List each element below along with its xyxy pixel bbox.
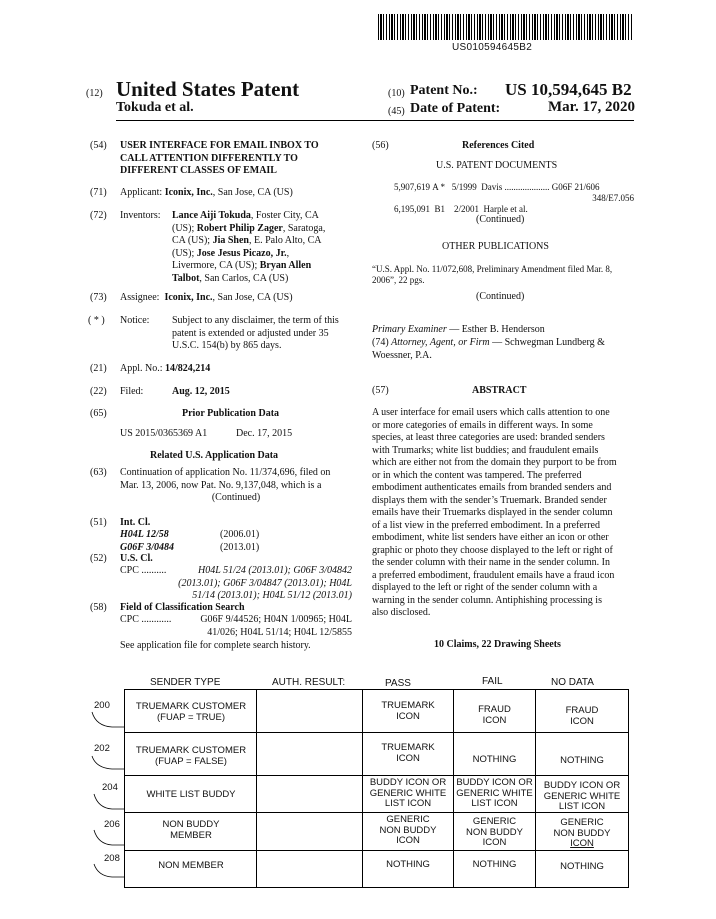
field-lines: G06F 9/44526; H04N 1/00965; H04L 41/026; H04L 51/14; H04L 12/5855 [200,614,352,638]
code-65: (65) [90,408,107,419]
other-pub: “U.S. Appl. No. 11/072,608, Preliminary Amendment filed Mar. 8, 2006”, 22 pgs. [372,264,613,285]
table-row: WHITE LIST BUDDY [146,789,236,800]
inventor-short: Tokuda et al. [116,100,194,115]
table-bottom-line [124,887,629,888]
claims-summary: 10 Claims, 22 Drawing Sheets [434,639,561,650]
appl-no: Appl. No.: 14/824,214 [120,363,211,374]
code-52: (52) [90,553,107,564]
us-cl-label: U.S. Cl. [120,553,153,564]
prior-pub-date: Dec. 17, 2015 [236,428,293,439]
table-col-divider [256,689,257,888]
patent-no-label: Patent No.: [410,83,478,98]
ref-numeral-202: 202 [94,743,110,754]
cell-fail: NOTHING [472,859,517,870]
cell-no-data: FRAUD ICON [565,705,599,727]
us-doc-row: 6,195,091 B1 2/2001 Harple et al. [394,204,528,214]
continuation: Continuation of application No. 11/374,696, filed on Mar. 13, 2006, now Pat. No. 9,137,048, which is a (Continued) [120,467,331,503]
barcode [378,14,632,40]
primary-examiner: Primary Examiner — Esther B. Henderson [372,324,545,335]
cell-no-data: GENERIC NON BUDDY ICON [553,817,611,849]
assignee: Assignee: Iconix, Inc., San Jose, CA (US) [120,292,293,303]
code-71: (71) [90,187,107,198]
abstract-text: A user interface for email users which calls attention to one or more categories of emails in different ways. In some species, at least three categories are used: branded senders with Trumarks; white list buddies; and fraudulent emails which are either not from the domain they purport to be from or in which the content was tampered. The preferred embodiment authenticates emails from branded senders and displays them with the sender’s Truemark. Branded sender emails have their Truemarks displayed in the sender column of a list view in the preferred embodiment. In a preferred embodiment, white list senders have either an icon or other graphic or photo they choose displayed to the left or right of the sender column with their name in the sender column. In a preferred embodiment, fraudulent emails have a fraud icon displayed to the left or right of the sender column with a warning in the sender column. Antiphishing processing is also disclosed. [372,407,617,618]
code-12: (12) [86,88,103,99]
cell-pass: TRUEMARK ICON [381,742,435,764]
invention-title: USER INTERFACE FOR EMAIL INBOX TO CALL ATTENTION DIFFERENTLY TO DIFFERENT CLASSES OF EMAIL [120,140,319,176]
attorney: (74) Attorney, Agent, or Firm — Schwegman Lundberg & Woessner, P.A. [372,337,605,361]
col-header-fail: FAIL [482,676,503,687]
us-doc-row: 5,907,619 A * 5/1999 Davis .................... G06F 21/606 348/E7.056 [394,182,634,203]
code-45: (45) [388,106,405,117]
header-rule [116,120,634,121]
ref-numeral-208: 208 [104,853,120,864]
patent-date: Mar. 17, 2020 [548,99,635,115]
cell-no-data: NOTHING [560,861,604,872]
filed-date: Aug. 12, 2015 [172,386,230,397]
code-notice: ( * ) [88,315,105,326]
inventors: Lance Aiji Tokuda, Foster City, CA (US); Robert Philip Zager, Saratoga, CA (US); Jia Shen, E. Palo Alto, CA (US); Jose Jesus Picazo, Jr., Livermore, CA (US); Bryan Allen Talbot, San Carlos, CA (US) [172,210,326,284]
table-row: TRUEMARK CUSTOMER (FUAP = TRUE) [135,701,247,723]
field-cpc-label: CPC ............ [120,614,172,625]
code-22: (22) [90,386,107,397]
int-cl-label: Int. Cl. [120,517,151,528]
code-56: (56) [372,140,389,151]
code-72: (72) [90,210,107,221]
code-58: (58) [90,602,107,613]
cell-pass: NOTHING [386,859,430,870]
cell-pass: BUDDY ICON OR GENERIC WHITE LIST ICON [369,777,447,809]
document-title: United States Patent [116,77,300,101]
prior-pub-no: US 2015/0365369 A1 [120,428,208,439]
cpc-label: CPC .......... [120,565,167,576]
code-73: (73) [90,292,107,303]
cell-fail: FRAUD ICON [478,704,511,726]
notice-label: Notice: [120,315,150,326]
ref-numeral-206: 206 [104,819,120,830]
table-row-divider [124,850,629,851]
refs-heading: References Cited [462,140,535,151]
us-docs-heading: U.S. PATENT DOCUMENTS [436,160,558,171]
code-54: (54) [90,140,107,151]
col-header-sender-type: SENDER TYPE [150,677,221,688]
table-row-divider [124,775,629,776]
table-row-divider [124,732,629,733]
col-header-auth-result: AUTH. RESULT: [272,677,346,688]
inventors-label: Inventors: [120,210,161,221]
abstract-heading: ABSTRACT [472,385,527,396]
table-row: NON BUDDY MEMBER [162,819,220,841]
ref-numeral-200: 200 [94,700,110,711]
barcode-number: US010594645B2 [452,42,533,53]
cell-fail: GENERIC NON BUDDY ICON [465,816,523,848]
code-10: (10) [388,88,405,99]
filed-label: Filed: [120,386,144,397]
code-21: (21) [90,363,107,374]
notice-text: Subject to any disclaimer, the term of this patent is extended or adjusted under 35 U.S.C. 154(b) by 865 days. [172,315,339,351]
cpc-lines: H04L 51/24 (2013.01); G06F 3/04842 (2013.01); G06F 3/04847 (2013.01); H04L 51/14 (2013.01); H04L 51/12 (2013.01) [178,565,352,601]
cell-fail: NOTHING [472,754,517,765]
cell-no-data: BUDDY ICON OR GENERIC WHITE LIST ICON [543,780,621,812]
col-header-no-data: NO DATA [551,677,594,688]
cell-pass: TRUEMARK ICON [381,700,435,722]
prior-pub-heading: Prior Publication Data [182,408,280,419]
continued-2: (Continued) [476,291,525,302]
table-right-line [628,689,629,888]
field-label: Field of Classification Search [120,602,245,613]
ref-numeral-204: 204 [102,782,118,793]
table-row: NON MEMBER [158,860,224,871]
code-51: (51) [90,517,107,528]
cell-no-data: NOTHING [560,755,604,766]
int-cl-list: H04L 12/58 (2006.01) G06F 3/0484 (2013.01) [120,529,260,553]
patent-number: US 10,594,645 B2 [505,80,632,99]
cell-pass: GENERIC NON BUDDY ICON [379,814,437,846]
related-heading: Related U.S. Application Data [150,450,279,461]
table-row: TRUEMARK CUSTOMER (FUAP = FALSE) [135,745,247,767]
see-application: See application file for complete search history. [120,640,311,651]
table-top-line [124,689,629,690]
col-header-pass: PASS [385,678,411,689]
applicant: Applicant: Iconix, Inc., San Jose, CA (US) [120,187,293,198]
continued-1: (Continued) [476,214,525,225]
cell-fail: BUDDY ICON OR GENERIC WHITE LIST ICON [456,777,533,809]
code-57: (57) [372,385,389,396]
other-pubs-heading: OTHER PUBLICATIONS [442,241,549,252]
code-63: (63) [90,467,107,478]
date-label: Date of Patent: [410,101,501,116]
